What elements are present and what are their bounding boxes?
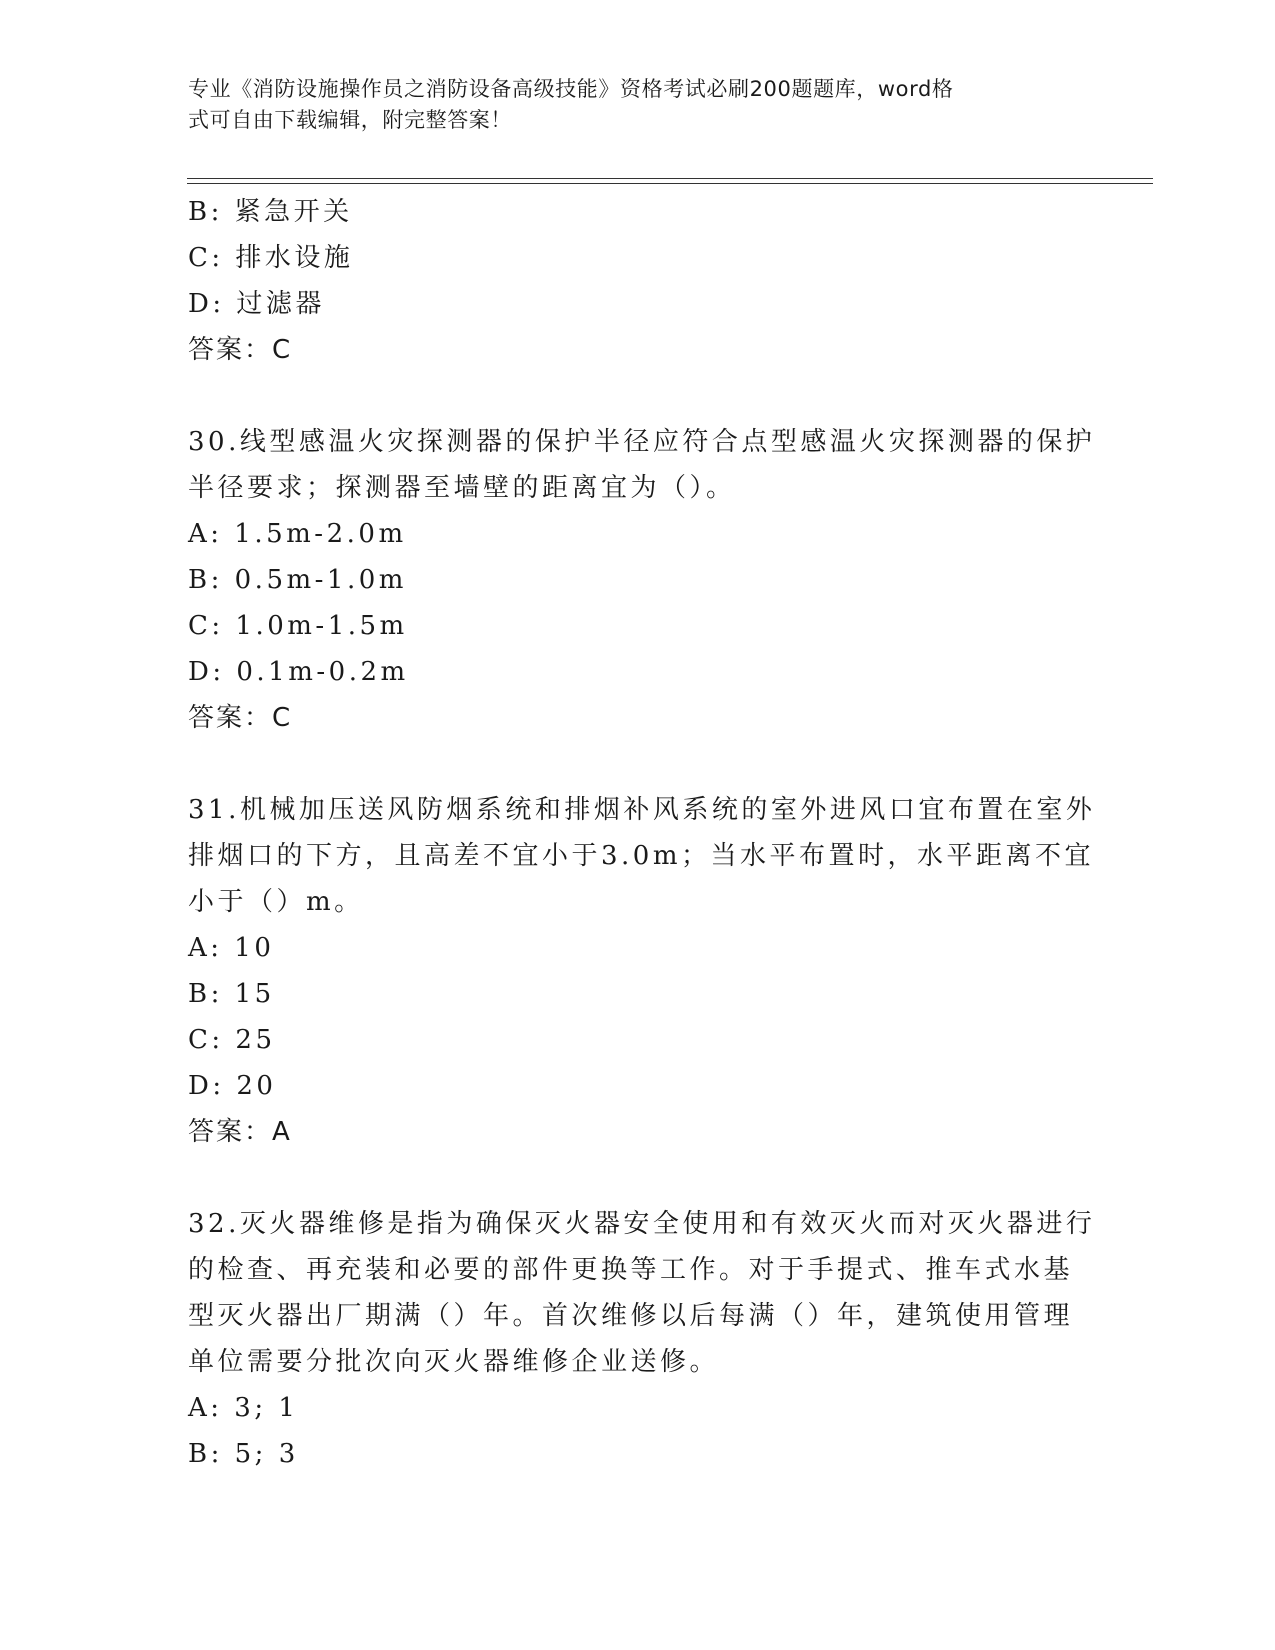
question-30 <box>188 419 1096 741</box>
header-rule-top <box>187 178 1153 179</box>
previous-question <box>188 189 1088 373</box>
header-line-2: 式可自由下载编辑，附完整答案！ <box>188 108 512 132</box>
question-text-line: 小于（）m。 <box>188 887 364 917</box>
question-text-line: 型灭火器出厂期满（）年。首次维修以后每满（）年，建筑使用管理 <box>188 1301 1074 1331</box>
answer-line: 答案：C <box>188 703 293 733</box>
question-text <box>188 419 1096 511</box>
option-c: C: 排水设施 <box>188 243 354 273</box>
question-text-line: 31.机械加压送风防烟系统和排烟补风系统的室外进风口宜布置在室外 <box>188 795 1096 825</box>
option-d: D: 20 <box>188 1071 277 1101</box>
option-b: B: 紧急开关 <box>188 197 353 227</box>
question-text-line: 32.灭火器维修是指为确保灭火器安全使用和有效灭火而对灭火器进行 <box>188 1209 1096 1239</box>
option-a: A: 3; 1 <box>188 1393 299 1423</box>
option-d: D: 过滤器 <box>188 289 325 319</box>
question-text <box>188 787 1096 925</box>
question-text-line: 排烟口的下方，且高差不宜小于3.0m；当水平布置时，水平距离不宜 <box>188 841 1095 871</box>
question-text-line: 30.线型感温火灾探测器的保护半径应符合点型感温火灾探测器的保护 <box>188 427 1096 457</box>
question-text-line: 半径要求；探测器至墙壁的距离宜为（）。 <box>188 473 736 503</box>
option-b: B: 5; 3 <box>188 1439 299 1469</box>
header-line-1: 专业《消防设施操作员之消防设备高级技能》资格考试必刷200题题库，word格 <box>188 77 954 101</box>
option-a: A: 10 <box>188 933 275 963</box>
option-d: D: 0.1m-0.2m <box>188 657 409 687</box>
page-header <box>188 74 1088 136</box>
option-c: C: 1.0m-1.5m <box>188 611 408 641</box>
option-c: C: 25 <box>188 1025 276 1055</box>
question-text-line: 的检查、再充装和必要的部件更换等工作。对于手提式、推车式水基 <box>188 1255 1074 1285</box>
header-rule-bottom <box>187 183 1153 184</box>
question-32 <box>188 1201 1096 1477</box>
question-31 <box>188 787 1096 1155</box>
option-b: B: 15 <box>188 979 275 1009</box>
answer-line: 答案：C <box>188 335 293 365</box>
question-text <box>188 1201 1096 1385</box>
question-text-line: 单位需要分批次向灭火器维修企业送修。 <box>188 1347 720 1377</box>
answer-line: 答案：A <box>188 1117 292 1147</box>
question-list <box>188 189 1096 1477</box>
option-b: B: 0.5m-1.0m <box>188 565 407 595</box>
option-a: A: 1.5m-2.0m <box>188 519 407 549</box>
